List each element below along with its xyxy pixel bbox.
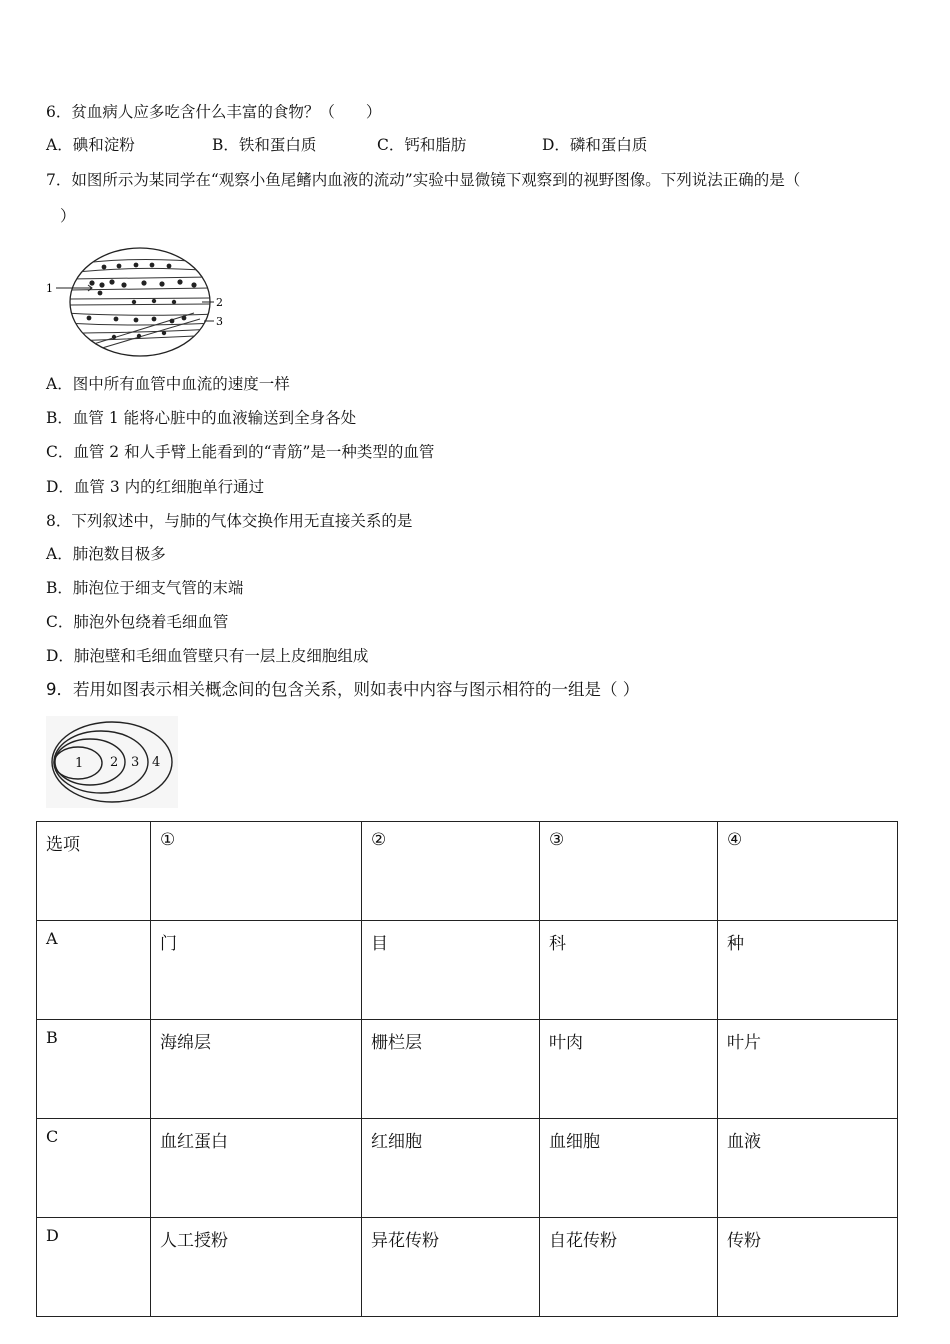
table-header-cell: ④ bbox=[718, 822, 898, 921]
table-cell: C bbox=[37, 1119, 151, 1218]
q7-option-c[interactable]: C．血管 2 和人手臂上能看到的“青筋”是一种类型的血管 bbox=[46, 443, 435, 461]
q9-stem: 9．若用如图表示相关概念间的包含关系，则如表中内容与图示相符的一组是（ ） bbox=[46, 680, 640, 699]
table-cell: D bbox=[37, 1218, 151, 1317]
table-row bbox=[37, 1119, 898, 1218]
figure-label-1: 1 bbox=[46, 282, 53, 295]
table-cell: 门 bbox=[151, 921, 362, 1020]
q6-option-c[interactable]: C．钙和脂肪 bbox=[377, 136, 467, 154]
q7-stem-line2: ） bbox=[60, 207, 76, 225]
table-cell: B bbox=[37, 1020, 151, 1119]
table-cell: 目 bbox=[362, 921, 540, 1020]
table-header-cell: ③ bbox=[540, 822, 718, 921]
ellipse-label-1: 1 bbox=[75, 756, 84, 771]
table-cell: 种 bbox=[718, 921, 898, 1020]
q6-stem: 6．贫血病人应多吃含什么丰富的食物？（ ） bbox=[46, 103, 382, 121]
q7-stem-line1: 7．如图所示为某同学在“观察小鱼尾鳍内血液的流动”实验中显微镜下观察到的视野图像。下列说法正确的是（ bbox=[46, 171, 801, 189]
table-row bbox=[37, 1218, 898, 1317]
table-cell: 叶肉 bbox=[540, 1020, 718, 1119]
table-cell: 血液 bbox=[718, 1119, 898, 1218]
q7-option-a[interactable]: A．图中所有血管中血流的速度一样 bbox=[46, 375, 290, 393]
q8-option-c[interactable]: C．肺泡外包绕着毛细血管 bbox=[46, 613, 229, 631]
table-row bbox=[37, 1020, 898, 1119]
figure-label-3: 3 bbox=[216, 315, 223, 328]
q8-stem: 8．下列叙述中，与肺的气体交换作用无直接关系的是 bbox=[46, 512, 413, 530]
table-cell: 血红蛋白 bbox=[151, 1119, 362, 1218]
table-cell: 自花传粉 bbox=[540, 1218, 718, 1317]
table-cell: 传粉 bbox=[718, 1218, 898, 1317]
table-cell: 人工授粉 bbox=[151, 1218, 362, 1317]
table-header-cell: ② bbox=[362, 822, 540, 921]
ellipse-label-3: 3 bbox=[131, 755, 140, 770]
figure-label-2: 2 bbox=[216, 296, 223, 309]
q8-option-b[interactable]: B．肺泡位于细支气管的末端 bbox=[46, 579, 244, 597]
table-cell: A bbox=[37, 921, 151, 1020]
blood-flow-figure bbox=[44, 243, 244, 363]
table-row bbox=[37, 921, 898, 1020]
table-header-cell: 选项 bbox=[37, 822, 151, 921]
table-cell: 红细胞 bbox=[362, 1119, 540, 1218]
table-header-cell: ① bbox=[151, 822, 362, 921]
q6-option-b[interactable]: B．铁和蛋白质 bbox=[212, 136, 317, 154]
q6-option-d[interactable]: D．磷和蛋白质 bbox=[542, 136, 648, 154]
ellipse-label-2: 2 bbox=[110, 755, 119, 770]
ellipse-label-4: 4 bbox=[152, 755, 161, 770]
table-header-row bbox=[37, 822, 898, 921]
table-cell: 栅栏层 bbox=[362, 1020, 540, 1119]
nested-ellipses-figure bbox=[46, 716, 178, 808]
q8-option-a[interactable]: A．肺泡数目极多 bbox=[46, 545, 166, 563]
table-cell: 叶片 bbox=[718, 1020, 898, 1119]
table-cell: 异花传粉 bbox=[362, 1218, 540, 1317]
q8-option-d[interactable]: D．肺泡壁和毛细血管壁只有一层上皮细胞组成 bbox=[46, 647, 369, 665]
table-cell: 科 bbox=[540, 921, 718, 1020]
concepts-table bbox=[36, 821, 898, 1317]
q7-option-d[interactable]: D．血管 3 内的红细胞单行通过 bbox=[46, 478, 265, 496]
table-cell: 海绵层 bbox=[151, 1020, 362, 1119]
q7-option-b[interactable]: B．血管 1 能将心脏中的血液输送到全身各处 bbox=[46, 409, 357, 427]
table-cell: 血细胞 bbox=[540, 1119, 718, 1218]
q6-option-a[interactable]: A．碘和淀粉 bbox=[46, 136, 135, 154]
